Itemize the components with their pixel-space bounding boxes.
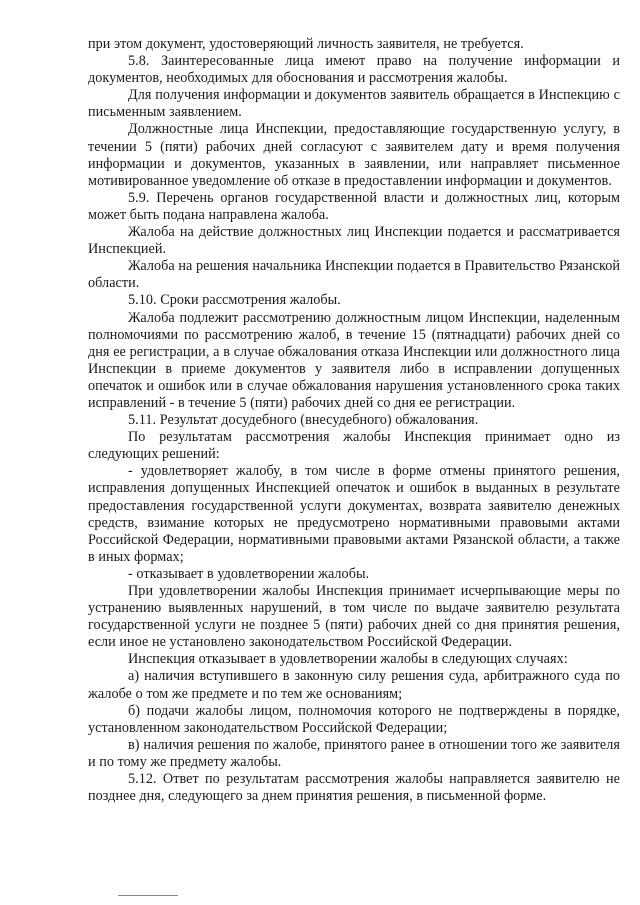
scan-artifact-line — [118, 895, 178, 896]
list-item: б) подачи жалобы лицом, полномочия которого не подтверждены в порядке, установленном законодательством Российской Федерации; — [88, 702, 620, 736]
paragraph: Для получения информации и документов заявитель обращается в Инспекцию с письменным заявлением. — [88, 87, 620, 121]
paragraph: Должностные лица Инспекции, предоставляющие государственную услугу, в течении 5 (пяти) рабочих дней согласуют с заявителем дату и время получения информации и документов, указанных в заявлении, или направляет письменное мотивированное уведомление об отказе в предоставлении информации и документов. — [88, 121, 620, 189]
paragraph: При удовлетворении жалобы Инспекция принимает исчерпывающие меры по устранению выявленных нарушений, в том числе по выдаче заявителю результата государственной услуги не позднее 5 (пяти) рабочих дней со дня принятия решения, если иное не установлено законодательством Российской Федерации. — [88, 583, 620, 651]
paragraph-5-9: 5.9. Перечень органов государственной власти и должностных лиц, которым может быть подана направлена жалоба. — [88, 189, 620, 223]
paragraph: Жалоба на действие должностных лиц Инспекции подается и рассматривается Инспекцией. — [88, 224, 620, 258]
list-item: в) наличия решения по жалобе, принятого ранее в отношении того же заявителя и по тому же предмету жалобы. — [88, 736, 620, 770]
list-item: а) наличия вступившего в законную силу решения суда, арбитражного суда по жалобе о том же предмете и по тем же основаниям; — [88, 668, 620, 702]
paragraph: По результатам рассмотрения жалобы Инспекция принимает одно из следующих решений: — [88, 429, 620, 463]
paragraph-5-12: 5.12. Ответ по результатам рассмотрения жалобы направляется заявителю не позднее дня, следующего за днем принятия решения, в письменной форме. — [88, 771, 620, 805]
paragraph-continuation: при этом документ, удостоверяющий личность заявителя, не требуется. — [88, 36, 524, 52]
section-heading-5-11: 5.11. Результат досудебного (внесудебного) обжалования. — [128, 412, 479, 429]
paragraph: Жалоба подлежит рассмотрению должностным лицом Инспекции, наделенным полномочиями по рассмотрению жалоб, в течение 15 (пятнадцати) рабочих дней со дня ее регистрации, а в случае обжалования отказа Инспекции или должностного лица Инспекции в приеме документов у заявителя либо в исправлении допущенных опечаток и ошибок или в случае обжалования нарушения установленного срока таких исправлений - в течение 5 (пяти) рабочих дней со дня ее регистрации. — [88, 309, 620, 411]
paragraph: Жалоба на решения начальника Инспекции подается в Правительство Рязанской области. — [88, 258, 620, 292]
paragraph: Инспекция отказывает в удовлетворении жалобы в следующих случаях: — [128, 651, 568, 668]
paragraph-5-8: 5.8. Заинтересованные лица имеют право на получение информации и документов, необходимых для обоснования и рассмотрения жалобы. — [88, 53, 620, 87]
document-page — [88, 36, 620, 805]
section-heading-5-10: 5.10. Сроки рассмотрения жалобы. — [128, 292, 341, 309]
list-item: - отказывает в удовлетворении жалобы. — [128, 565, 370, 582]
list-item: - удовлетворяет жалобу, в том числе в форме отмены принятого решения, исправления допущенных Инспекцией опечаток и ошибок в выданных в результате предоставления государственной услуги документах, возврата заявителю денежных средств, взимание которых не предусмотрено нормативными правовыми актами Российской Федерации, нормативными правовыми актами Рязанской области, а также в иных формах; — [88, 463, 620, 565]
